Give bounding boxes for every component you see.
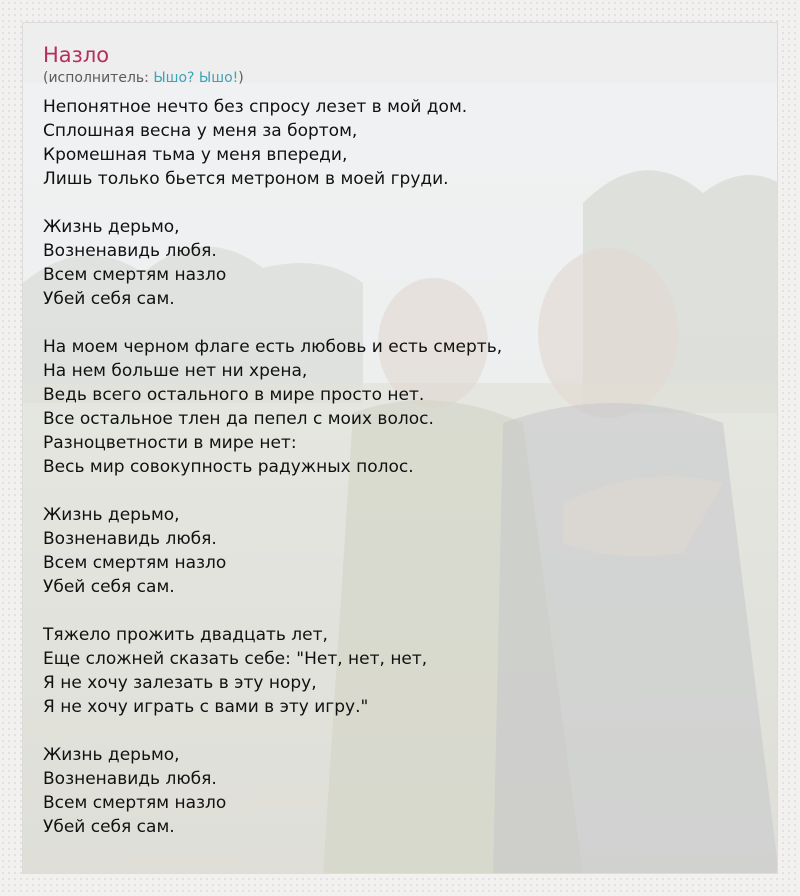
- lyric-line: Еще сложней сказать себе: "Нет, нет, нет,: [43, 649, 428, 669]
- lyric-line: Кромешная тьма у меня впереди,: [43, 145, 348, 165]
- lyric-line: Убей себя сам.: [43, 577, 175, 597]
- song-title: Назло: [43, 43, 110, 67]
- lyric-line: Лишь только бьется метроном в моей груди.: [43, 169, 449, 189]
- artist-prefix: (исполнитель:: [43, 70, 154, 86]
- lyric-line: Сплошная весна у меня за бортом,: [43, 121, 358, 141]
- stanza: [43, 335, 763, 479]
- lyric-line: Жизнь дерьмо,: [43, 217, 180, 237]
- lyrics: [43, 95, 763, 839]
- lyric-line: Разноцветности в мире нет:: [43, 433, 297, 453]
- lyric-line: Я не хочу играть с вами в эту игру.": [43, 697, 369, 717]
- lyric-line: Убей себя сам.: [43, 817, 175, 837]
- lyric-line: Я не хочу залезать в эту нору,: [43, 673, 317, 693]
- lyric-line: Жизнь дерьмо,: [43, 505, 180, 525]
- artist-suffix: ): [238, 70, 244, 86]
- stanza: [43, 503, 763, 599]
- stanza: [43, 215, 763, 311]
- lyrics-card: [22, 22, 778, 874]
- lyric-line: Всем смертям назло: [43, 553, 227, 573]
- artist-link[interactable]: Ышо? Ышо!: [153, 70, 239, 86]
- lyric-line: Все остальное тлен да пепел с моих волос.: [43, 409, 434, 429]
- lyric-line: Ведь всего остального в мире просто нет.: [43, 385, 425, 405]
- lyric-line: Всем смертям назло: [43, 265, 227, 285]
- stanza: [43, 743, 763, 839]
- lyric-line: Тяжело прожить двадцать лет,: [43, 625, 328, 645]
- stanza: [43, 623, 763, 719]
- artist-line: [43, 69, 763, 87]
- song-content: [43, 41, 763, 863]
- lyric-line: Возненавидь любя.: [43, 241, 217, 261]
- lyric-line: Всем смертям назло: [43, 793, 227, 813]
- lyric-line: Убей себя сам.: [43, 289, 175, 309]
- stanza: [43, 95, 763, 191]
- lyric-line: На моем черном флаге есть любовь и есть смерть,: [43, 337, 503, 357]
- lyric-line: Непонятное нечто без спросу лезет в мой дом.: [43, 97, 468, 117]
- lyric-line: Весь мир совокупность радужных полос.: [43, 457, 414, 477]
- lyric-line: Жизнь дерьмо,: [43, 745, 180, 765]
- lyric-line: Возненавидь любя.: [43, 529, 217, 549]
- lyric-line: Возненавидь любя.: [43, 769, 217, 789]
- lyric-line: На нем больше нет ни хрена,: [43, 361, 308, 381]
